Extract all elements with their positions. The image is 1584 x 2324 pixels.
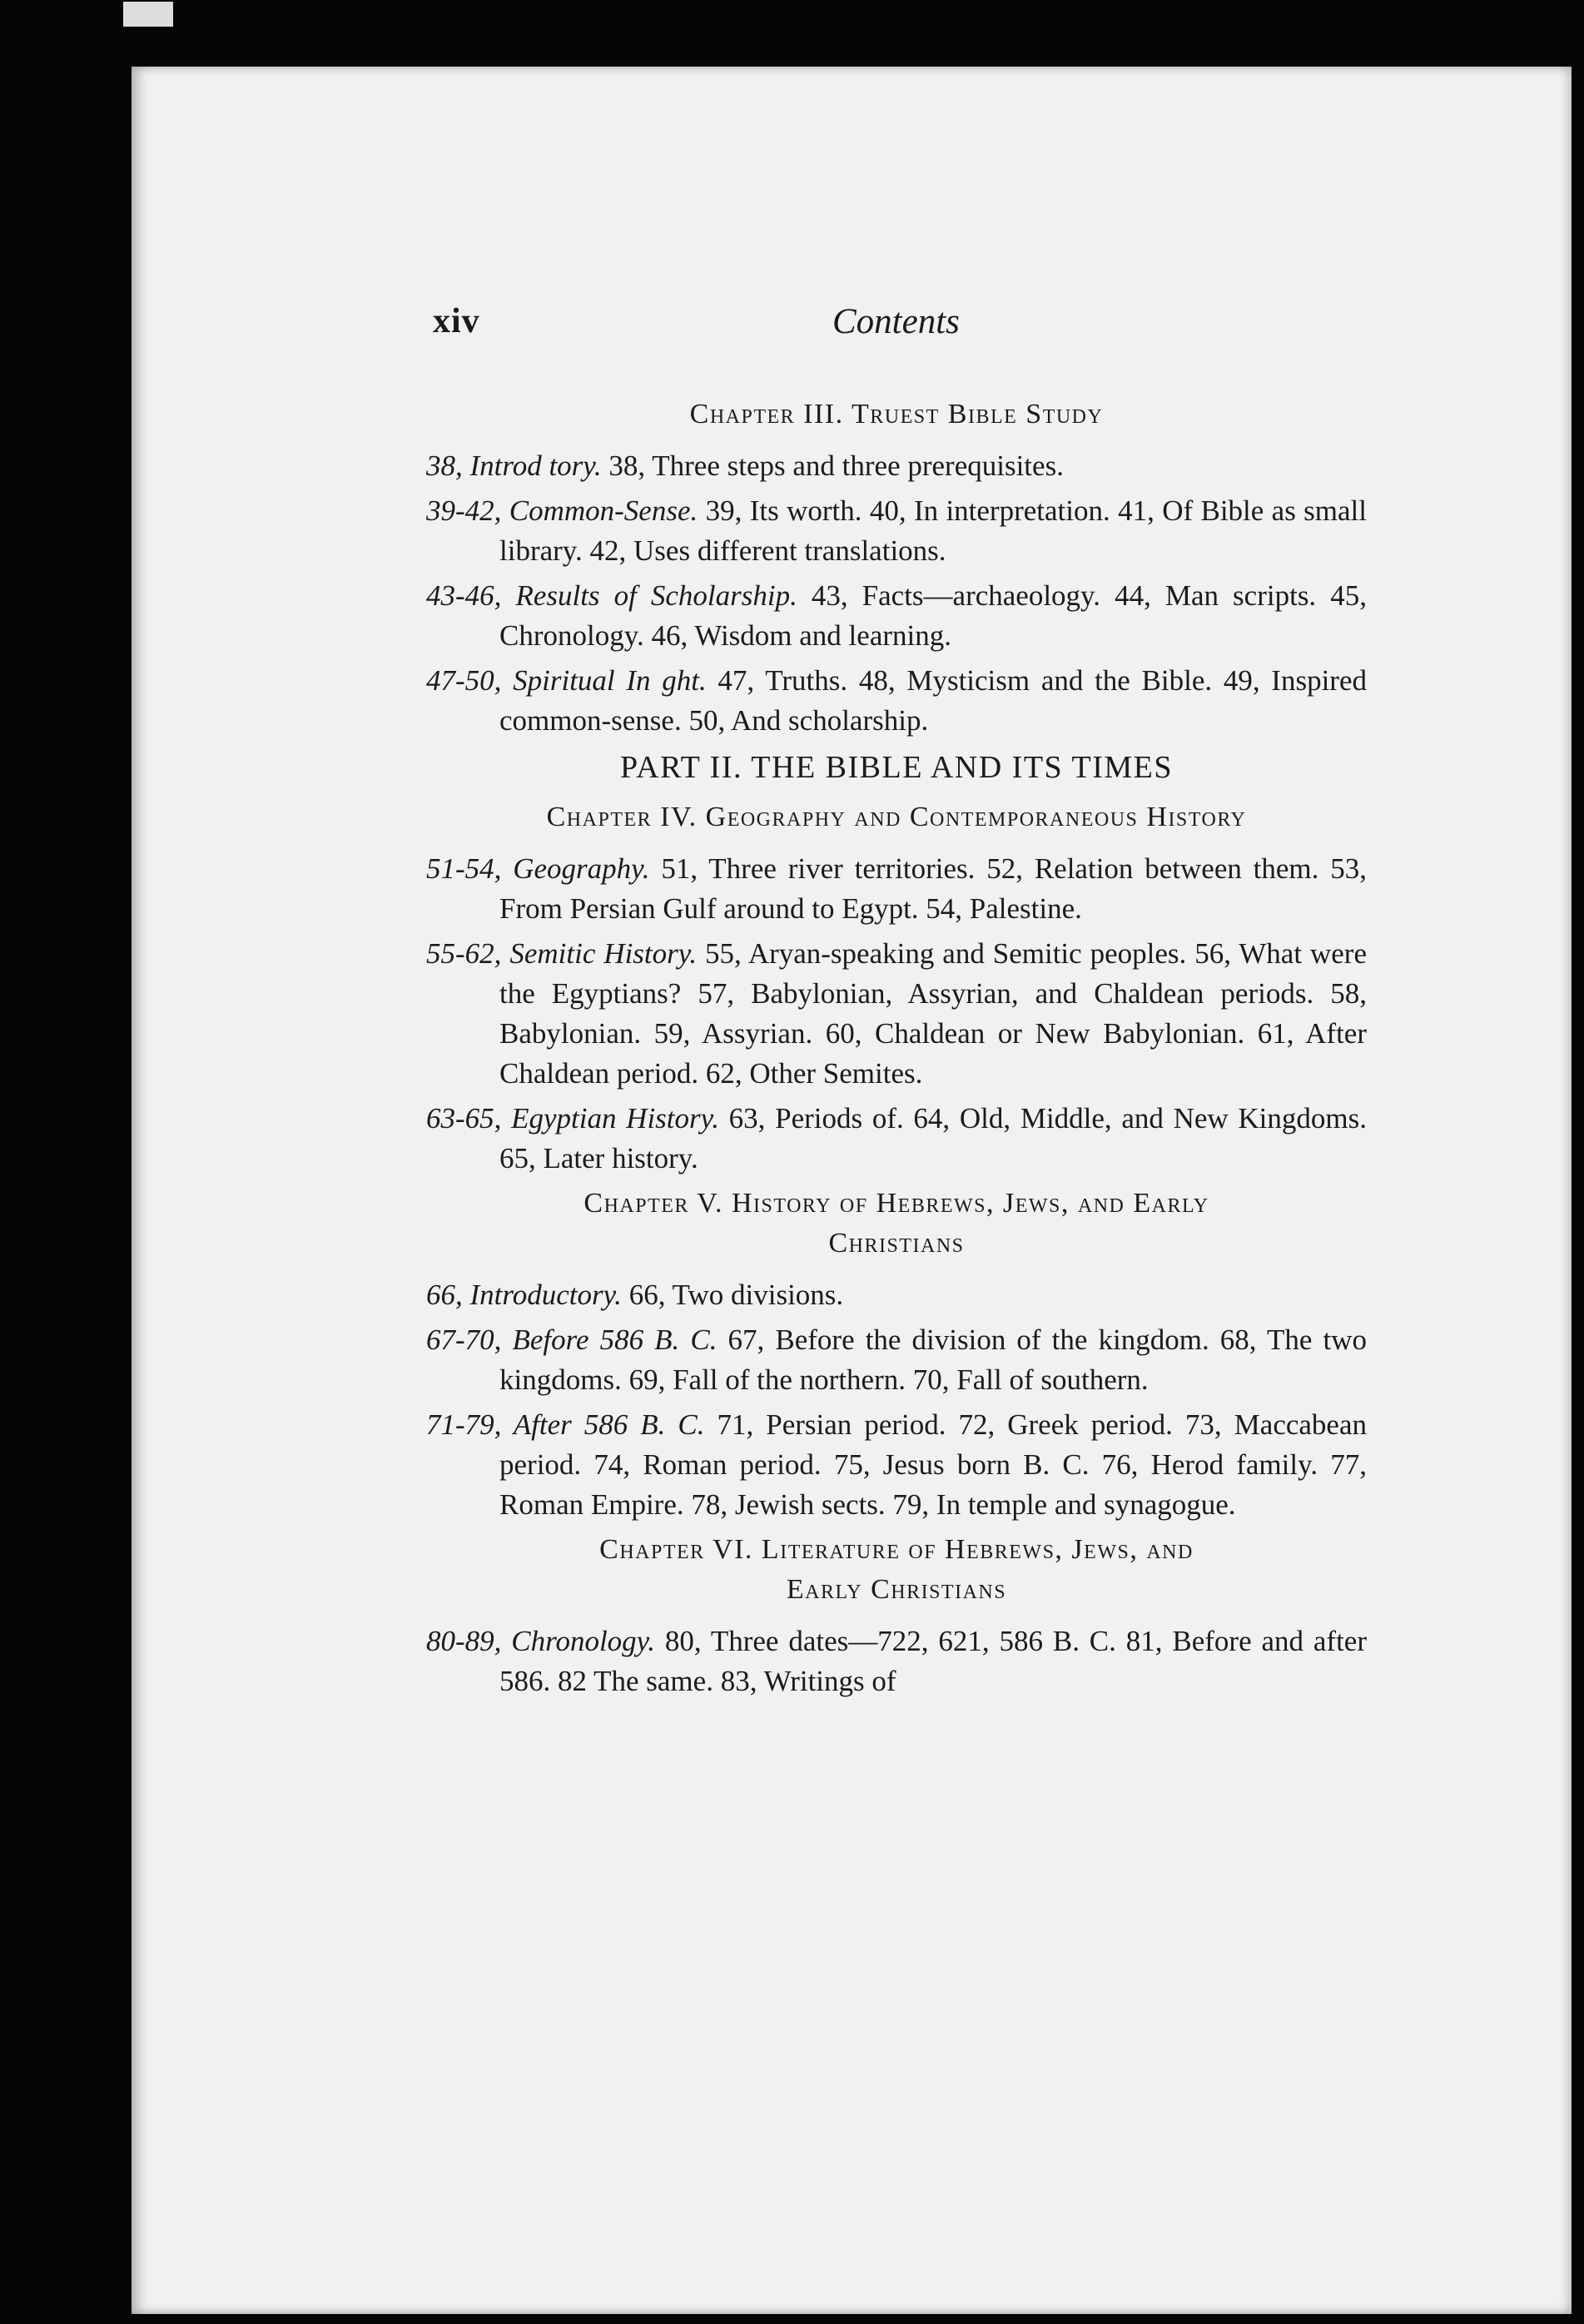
toc-entry	[426, 849, 1367, 929]
entry-key: 38, Introd tory.	[426, 449, 602, 482]
entry-key: 80-89, Chronology.	[426, 1625, 656, 1657]
chapter-heading	[426, 1530, 1367, 1610]
toc-entry	[426, 934, 1367, 1094]
part-heading: PART II. THE BIBLE AND ITS TIMES	[620, 750, 1173, 785]
entry-text: 43, Facts—archaeology. 44, Man scripts. 45, Chronology. 46, Wisdom and learning.	[499, 579, 1367, 652]
toc-entry	[426, 446, 1367, 486]
entry-text: 51, Three river territories. 52, Relation between them. 53, From Persian Gulf around to Egypt. 54, Palestine.	[499, 852, 1367, 925]
entry-text: 47, Truths. 48, Mysticism and the Bible. 49, Inspired common-sense. 50, And scholarship.	[499, 664, 1367, 737]
entry-key: 66, Introductory.	[426, 1279, 622, 1311]
entry-text: 80, Three dates—722, 621, 586 B. C. 81, Before and after 586. 82 The same. 83, Writings of	[499, 1625, 1367, 1697]
toc-entry	[426, 1320, 1367, 1400]
entry-text: 39, Its worth. 40, In interpretation. 41, Of Bible as small library. 42, Uses different translations.	[499, 494, 1367, 567]
contents-body	[426, 391, 1367, 1706]
toc-entry	[426, 491, 1367, 571]
toc-entry	[426, 1621, 1367, 1701]
toc-entry	[426, 576, 1367, 656]
entry-key: 71-79, After 586 B. C.	[426, 1408, 705, 1441]
entry-text: 66, Two divisions.	[621, 1279, 844, 1311]
toc-entry	[426, 1405, 1367, 1525]
entry-text: 71, Persian period. 72, Greek period. 73, Maccabean period. 74, Roman period. 75, Jesus born B. C. 76, Herod family. 77, Roman Empire. 78, Jewish sects. 79, In temple and synagogue.	[499, 1408, 1367, 1521]
toc-entry	[426, 1099, 1367, 1179]
entry-key: 67-70, Before 586 B. C.	[426, 1323, 718, 1356]
chapter-heading-line1: Chapter V. History of Hebrews, Jews, and Early	[583, 1188, 1209, 1219]
chapter-heading: Chapter IV. Geography and Contemporaneous History	[546, 802, 1247, 832]
entry-key: 55-62, Semitic History.	[426, 937, 698, 970]
scan-edge-mark	[123, 2, 173, 27]
chapter-heading-line2: Christians	[828, 1228, 965, 1259]
chapter-heading: Chapter III. Truest Bible Study	[689, 399, 1104, 430]
page-header	[433, 301, 1373, 360]
entry-text: 38, Three steps and three prerequisites.	[601, 449, 1064, 482]
entry-text: 67, Before the division of the kingdom. 68, The two kingdoms. 69, Fall of the northern. 70, Fall of southern.	[499, 1323, 1367, 1396]
entry-key: 63-65, Egyptian History.	[426, 1102, 719, 1135]
entry-key: 39-42, Common-Sense.	[426, 494, 698, 527]
toc-entry	[426, 1275, 1367, 1315]
entry-text: 55, Aryan-speaking and Semitic peoples. 56, What were the Egyptians? 57, Babylonian, Assyrian, and Chaldean periods. 58, Babylonian. 59, Assyrian. 60, Chaldean or New Babylonian. 61, After Chaldean period. 62, Other Semites.	[499, 937, 1367, 1090]
entry-key: 43-46, Results of Scholarship.	[426, 579, 797, 612]
chapter-heading-line1: Chapter VI. Literature of Hebrews, Jews, and	[599, 1534, 1194, 1565]
entry-key: 47-50, Spiritual In ght.	[426, 664, 707, 697]
running-title: Contents	[832, 302, 960, 341]
entry-key: 51-54, Geography.	[426, 852, 650, 885]
toc-entry	[426, 661, 1367, 741]
entry-text: 63, Periods of. 64, Old, Middle, and New Kingdoms. 65, Later history.	[499, 1102, 1367, 1174]
page-number: xiv	[433, 302, 480, 340]
chapter-heading	[426, 1184, 1367, 1264]
chapter-heading-line2: Early Christians	[786, 1574, 1007, 1605]
